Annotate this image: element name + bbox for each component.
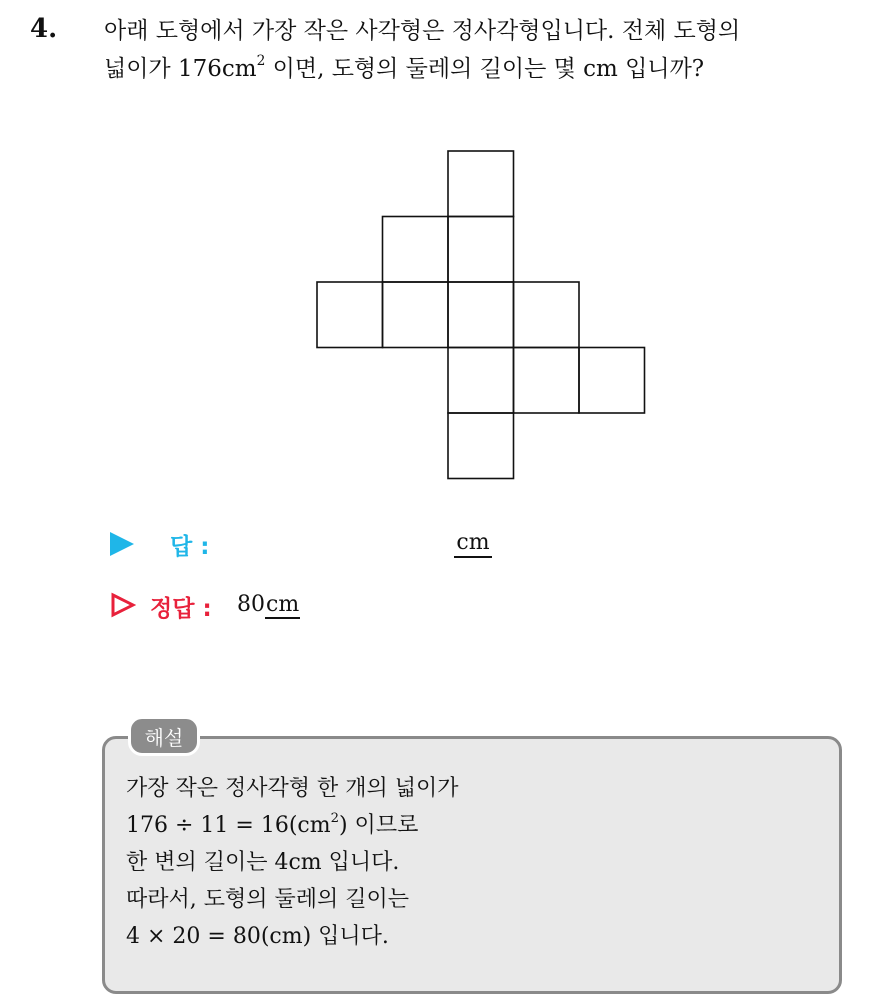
- question-line-2: [104, 50, 864, 88]
- figure-square-4: [317, 282, 383, 348]
- question-text: [104, 12, 864, 88]
- question-superscript: 2: [256, 53, 266, 70]
- square-figure: [300, 140, 660, 490]
- correct-answer-value: [237, 592, 300, 618]
- answer-unit: cm: [454, 530, 492, 558]
- figure-square-3: [448, 217, 514, 283]
- explanation-line-2-prefix: 176 ÷ 11 = 16(cm: [126, 813, 331, 838]
- explanation-text: [126, 770, 826, 955]
- answer-marker-icon: [110, 532, 134, 556]
- answer-label: 답 :: [170, 534, 210, 560]
- question-line-2-prefix: 넓이가 176cm: [104, 56, 257, 82]
- figure-square-7: [514, 282, 580, 348]
- question-line-2-suffix: 이면, 도형의 둘레의 길이는 몇 cm 입니까?: [265, 56, 705, 82]
- explanation-line-5: 4 × 20 = 80(cm) 입니다.: [126, 924, 389, 949]
- correct-marker-icon: [110, 592, 136, 618]
- correct-answer-unit: cm: [266, 592, 300, 617]
- explanation-line-1: 가장 작은 정사각형 한 개의 넓이가: [126, 776, 459, 801]
- figure-square-10: [579, 348, 645, 414]
- question-line-1: 아래 도형에서 가장 작은 사각형은 정사각형입니다. 전체 도형의: [104, 18, 741, 44]
- explanation-line-2: [126, 807, 826, 844]
- explanation-line-4: 따라서, 도형의 둘레의 길이는: [126, 887, 409, 912]
- figure-square-6: [448, 282, 514, 348]
- explanation-line-3: 한 변의 길이는 4cm 입니다.: [126, 850, 400, 875]
- explanation-superscript: 2: [330, 810, 339, 826]
- correct-answer-number: 80: [237, 592, 265, 617]
- figure-square-9: [514, 348, 580, 414]
- figure-square-11: [448, 413, 514, 479]
- figure-square-1: [448, 151, 514, 217]
- explanation-line-2-suffix: ) 이므로: [338, 813, 419, 838]
- correct-answer-label: 정답 :: [150, 596, 212, 622]
- question-number: 4.: [30, 14, 58, 44]
- explanation-tab: 해설: [128, 716, 200, 756]
- figure-square-8: [448, 348, 514, 414]
- figure-square-2: [383, 217, 449, 283]
- figure-square-5: [383, 282, 449, 348]
